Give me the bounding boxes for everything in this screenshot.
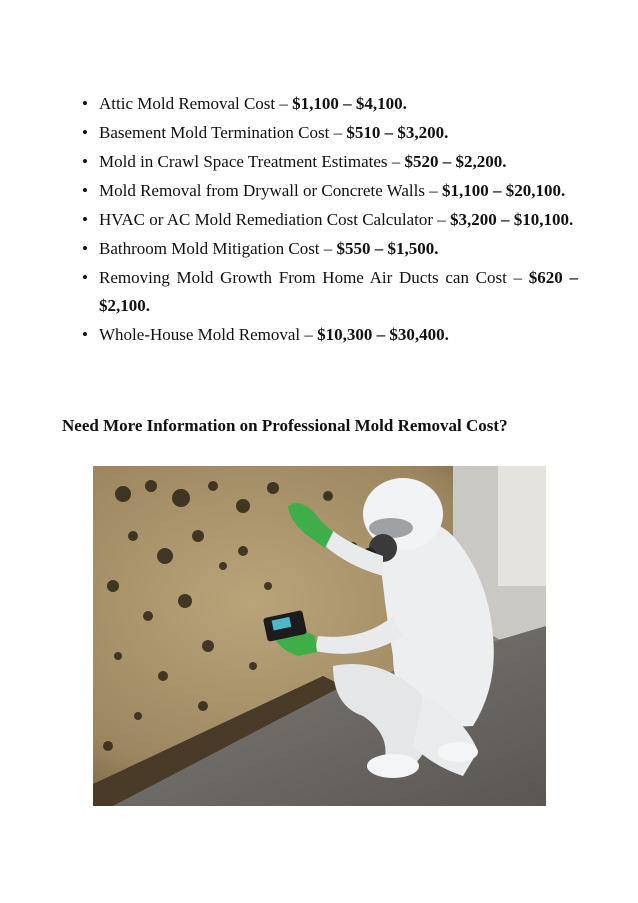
item-price: $3,200 – $10,100. [450, 210, 574, 229]
list-item [82, 148, 578, 176]
item-label: Mold in Crawl Space Treatment Estimates – [99, 152, 405, 171]
bullet-icon: • [82, 152, 88, 171]
list-item [82, 206, 578, 234]
list-item [82, 235, 578, 263]
item-price: $1,100 – $20,100. [441, 181, 566, 200]
bullet-icon: • [82, 94, 88, 113]
list-item [82, 321, 578, 349]
bullet-icon: • [82, 210, 88, 229]
item-label: Mold Removal from Drywall or Concrete Walls – [99, 181, 442, 200]
mold-remediation-photo [93, 466, 546, 806]
bullet-icon: • [82, 123, 88, 142]
item-price: $10,300 – $30,400. [317, 325, 449, 344]
item-label: Bathroom Mold Mitigation Cost – [99, 239, 337, 258]
cabinet [498, 466, 546, 586]
section-heading: Need More Information on Professional Mold Removal Cost? [62, 416, 508, 435]
list-item [82, 90, 578, 118]
list-item [82, 264, 578, 320]
item-price: $550 – $1,500. [336, 239, 439, 258]
item-price: $520 – $2,200. [404, 152, 507, 171]
item-label: Attic Mold Removal Cost – [99, 94, 293, 113]
bullet-icon: • [82, 268, 88, 287]
item-label: Whole-House Mold Removal – [99, 325, 318, 344]
item-label: HVAC or AC Mold Remediation Cost Calculator – [99, 210, 451, 229]
item-label: Basement Mold Termination Cost – [99, 123, 347, 142]
mold-removal-cost-list [82, 90, 578, 350]
photo-illustration [93, 466, 546, 806]
list-item [82, 177, 578, 205]
item-price: $1,100 – $4,100. [292, 94, 407, 113]
item-price: $620 – $2,100. [99, 268, 578, 315]
bullet-icon: • [82, 239, 88, 258]
list-item [82, 119, 578, 147]
item-price: $510 – $3,200. [346, 123, 449, 142]
boot [438, 742, 478, 762]
item-label: Removing Mold Growth From Home Air Ducts can Cost – [99, 268, 529, 287]
bullet-icon: • [82, 181, 88, 200]
bullet-icon: • [82, 325, 88, 344]
boot [367, 754, 419, 778]
goggles [369, 518, 413, 538]
